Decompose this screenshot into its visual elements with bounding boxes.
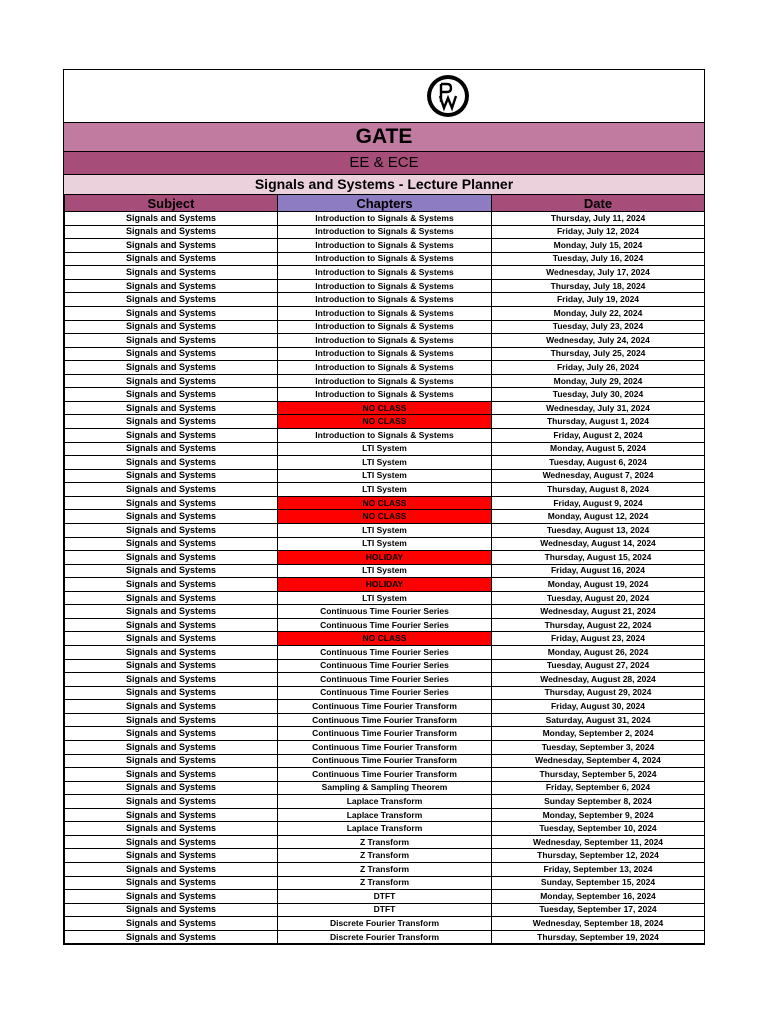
- table-row: [65, 578, 705, 592]
- subject-cell: Signals and Systems: [65, 605, 278, 619]
- chapter-cell: Z Transform: [278, 863, 492, 877]
- subject-cell: Signals and Systems: [65, 374, 278, 388]
- date-cell: Thursday, July 11, 2024: [492, 212, 705, 226]
- table-row: [65, 523, 705, 537]
- schedule-body: [65, 212, 705, 944]
- date-cell: Thursday, September 5, 2024: [492, 768, 705, 782]
- subject-cell: Signals and Systems: [65, 890, 278, 904]
- planner-title: Signals and Systems - Lecture Planner: [64, 174, 704, 194]
- table-row: [65, 537, 705, 551]
- chapter-cell: Discrete Fourier Transform: [278, 917, 492, 931]
- date-cell: Tuesday, August 27, 2024: [492, 659, 705, 673]
- subject-cell: Signals and Systems: [65, 578, 278, 592]
- date-cell: Wednesday, September 4, 2024: [492, 754, 705, 768]
- chapter-cell: Introduction to Signals & Systems: [278, 429, 492, 443]
- date-cell: Tuesday, July 23, 2024: [492, 320, 705, 334]
- chapter-cell: Introduction to Signals & Systems: [278, 252, 492, 266]
- chapter-cell: Continuous Time Fourier Transform: [278, 713, 492, 727]
- date-cell: Monday, July 29, 2024: [492, 374, 705, 388]
- date-cell: Tuesday, July 30, 2024: [492, 388, 705, 402]
- date-cell: Wednesday, August 14, 2024: [492, 537, 705, 551]
- date-cell: Thursday, August 8, 2024: [492, 483, 705, 497]
- schedule-table: [64, 194, 705, 944]
- date-cell: Friday, September 13, 2024: [492, 863, 705, 877]
- date-cell: Friday, September 6, 2024: [492, 781, 705, 795]
- chapter-cell: Continuous Time Fourier Series: [278, 673, 492, 687]
- date-cell: Friday, July 26, 2024: [492, 361, 705, 375]
- subject-cell: Signals and Systems: [65, 456, 278, 470]
- subject-cell: Signals and Systems: [65, 347, 278, 361]
- page-title: GATE: [64, 122, 704, 151]
- chapter-cell: LTI System: [278, 456, 492, 470]
- subject-cell: Signals and Systems: [65, 225, 278, 239]
- date-cell: Wednesday, July 17, 2024: [492, 266, 705, 280]
- subject-cell: Signals and Systems: [65, 591, 278, 605]
- subject-cell: Signals and Systems: [65, 917, 278, 931]
- chapter-cell: Introduction to Signals & Systems: [278, 347, 492, 361]
- chapter-cell: Continuous Time Fourier Transform: [278, 768, 492, 782]
- table-row: [65, 347, 705, 361]
- date-cell: Thursday, July 18, 2024: [492, 279, 705, 293]
- table-row: [65, 740, 705, 754]
- chapter-cell: Introduction to Signals & Systems: [278, 388, 492, 402]
- date-cell: Friday, August 2, 2024: [492, 429, 705, 443]
- subject-cell: Signals and Systems: [65, 429, 278, 443]
- subject-cell: Signals and Systems: [65, 795, 278, 809]
- subject-cell: Signals and Systems: [65, 401, 278, 415]
- chapter-cell: Z Transform: [278, 849, 492, 863]
- chapter-cell: Z Transform: [278, 835, 492, 849]
- date-cell: Monday, August 19, 2024: [492, 578, 705, 592]
- table-row: [65, 605, 705, 619]
- date-cell: Friday, August 23, 2024: [492, 632, 705, 646]
- chapter-cell: Introduction to Signals & Systems: [278, 306, 492, 320]
- table-row: [65, 401, 705, 415]
- table-row: [65, 225, 705, 239]
- subject-cell: Signals and Systems: [65, 659, 278, 673]
- date-cell: Wednesday, August 7, 2024: [492, 469, 705, 483]
- subject-cell: Signals and Systems: [65, 713, 278, 727]
- subject-cell: Signals and Systems: [65, 618, 278, 632]
- subject-cell: Signals and Systems: [65, 822, 278, 836]
- subject-cell: Signals and Systems: [65, 483, 278, 497]
- column-header-chapters: Chapters: [278, 195, 492, 212]
- table-row: [65, 863, 705, 877]
- chapter-cell: Introduction to Signals & Systems: [278, 361, 492, 375]
- table-row: [65, 239, 705, 253]
- date-cell: Thursday, August 29, 2024: [492, 686, 705, 700]
- subject-cell: Signals and Systems: [65, 863, 278, 877]
- subject-cell: Signals and Systems: [65, 754, 278, 768]
- date-cell: Sunday September 8, 2024: [492, 795, 705, 809]
- chapter-cell: Continuous Time Fourier Transform: [278, 754, 492, 768]
- chapter-cell: Introduction to Signals & Systems: [278, 239, 492, 253]
- chapter-cell: Introduction to Signals & Systems: [278, 225, 492, 239]
- status-cell: NO CLASS: [278, 510, 492, 524]
- chapter-cell: LTI System: [278, 523, 492, 537]
- chapter-cell: Continuous Time Fourier Series: [278, 618, 492, 632]
- table-row: [65, 876, 705, 890]
- date-cell: Wednesday, September 18, 2024: [492, 917, 705, 931]
- subject-cell: Signals and Systems: [65, 239, 278, 253]
- chapter-cell: Sampling & Sampling Theorem: [278, 781, 492, 795]
- table-row: [65, 252, 705, 266]
- table-row: [65, 334, 705, 348]
- pw-logo-icon: [426, 74, 470, 118]
- table-row: [65, 483, 705, 497]
- chapter-cell: Introduction to Signals & Systems: [278, 279, 492, 293]
- table-row: [65, 835, 705, 849]
- table-row: [65, 781, 705, 795]
- subject-cell: Signals and Systems: [65, 903, 278, 917]
- lecture-planner-sheet: [63, 69, 705, 945]
- table-row: [65, 266, 705, 280]
- date-cell: Monday, September 2, 2024: [492, 727, 705, 741]
- chapter-cell: Discrete Fourier Transform: [278, 930, 492, 944]
- table-row: [65, 795, 705, 809]
- chapter-cell: Laplace Transform: [278, 822, 492, 836]
- subject-cell: Signals and Systems: [65, 686, 278, 700]
- column-header-subject: Subject: [65, 195, 278, 212]
- date-cell: Wednesday, August 21, 2024: [492, 605, 705, 619]
- table-row: [65, 361, 705, 375]
- date-cell: Thursday, August 1, 2024: [492, 415, 705, 429]
- table-row: [65, 849, 705, 863]
- date-cell: Friday, August 16, 2024: [492, 564, 705, 578]
- subject-cell: Signals and Systems: [65, 564, 278, 578]
- date-cell: Tuesday, July 16, 2024: [492, 252, 705, 266]
- subject-cell: Signals and Systems: [65, 266, 278, 280]
- chapter-cell: Continuous Time Fourier Series: [278, 646, 492, 660]
- date-cell: Monday, September 9, 2024: [492, 808, 705, 822]
- chapter-cell: LTI System: [278, 564, 492, 578]
- subject-cell: Signals and Systems: [65, 700, 278, 714]
- table-row: [65, 673, 705, 687]
- subject-cell: Signals and Systems: [65, 361, 278, 375]
- table-row: [65, 442, 705, 456]
- table-row: [65, 469, 705, 483]
- subject-cell: Signals and Systems: [65, 727, 278, 741]
- subject-cell: Signals and Systems: [65, 306, 278, 320]
- subject-cell: Signals and Systems: [65, 252, 278, 266]
- table-row: [65, 415, 705, 429]
- chapter-cell: Introduction to Signals & Systems: [278, 293, 492, 307]
- subject-cell: Signals and Systems: [65, 646, 278, 660]
- chapter-cell: LTI System: [278, 483, 492, 497]
- date-cell: Friday, August 30, 2024: [492, 700, 705, 714]
- date-cell: Thursday, August 15, 2024: [492, 551, 705, 565]
- subject-cell: Signals and Systems: [65, 740, 278, 754]
- date-cell: Wednesday, September 11, 2024: [492, 835, 705, 849]
- table-row: [65, 212, 705, 226]
- chapter-cell: Continuous Time Fourier Transform: [278, 727, 492, 741]
- subject-cell: Signals and Systems: [65, 781, 278, 795]
- date-cell: Monday, September 16, 2024: [492, 890, 705, 904]
- subject-cell: Signals and Systems: [65, 320, 278, 334]
- date-cell: Sunday, September 15, 2024: [492, 876, 705, 890]
- date-cell: Tuesday, August 6, 2024: [492, 456, 705, 470]
- table-row: [65, 293, 705, 307]
- date-cell: Monday, August 26, 2024: [492, 646, 705, 660]
- subject-cell: Signals and Systems: [65, 673, 278, 687]
- table-row: [65, 727, 705, 741]
- date-cell: Monday, August 5, 2024: [492, 442, 705, 456]
- date-cell: Wednesday, July 31, 2024: [492, 401, 705, 415]
- subject-cell: Signals and Systems: [65, 537, 278, 551]
- table-row: [65, 754, 705, 768]
- table-row: [65, 279, 705, 293]
- table-row: [65, 618, 705, 632]
- chapter-cell: Continuous Time Fourier Transform: [278, 700, 492, 714]
- chapter-cell: DTFT: [278, 903, 492, 917]
- chapter-cell: Introduction to Signals & Systems: [278, 334, 492, 348]
- table-header-row: [65, 195, 705, 212]
- date-cell: Thursday, July 25, 2024: [492, 347, 705, 361]
- table-row: [65, 591, 705, 605]
- table-row: [65, 320, 705, 334]
- date-cell: Friday, July 12, 2024: [492, 225, 705, 239]
- chapter-cell: LTI System: [278, 469, 492, 483]
- subject-cell: Signals and Systems: [65, 523, 278, 537]
- subject-cell: Signals and Systems: [65, 930, 278, 944]
- table-row: [65, 632, 705, 646]
- subject-cell: Signals and Systems: [65, 849, 278, 863]
- column-header-date: Date: [492, 195, 705, 212]
- status-cell: HOLIDAY: [278, 551, 492, 565]
- date-cell: Thursday, August 22, 2024: [492, 618, 705, 632]
- chapter-cell: Continuous Time Fourier Series: [278, 605, 492, 619]
- status-cell: NO CLASS: [278, 401, 492, 415]
- date-cell: Tuesday, September 17, 2024: [492, 903, 705, 917]
- chapter-cell: Introduction to Signals & Systems: [278, 374, 492, 388]
- chapter-cell: LTI System: [278, 442, 492, 456]
- table-row: [65, 551, 705, 565]
- table-row: [65, 564, 705, 578]
- chapter-cell: LTI System: [278, 537, 492, 551]
- chapter-cell: Introduction to Signals & Systems: [278, 212, 492, 226]
- chapter-cell: Continuous Time Fourier Series: [278, 659, 492, 673]
- table-row: [65, 686, 705, 700]
- chapter-cell: Continuous Time Fourier Transform: [278, 740, 492, 754]
- table-row: [65, 659, 705, 673]
- date-cell: Thursday, September 12, 2024: [492, 849, 705, 863]
- date-cell: Friday, July 19, 2024: [492, 293, 705, 307]
- table-row: [65, 374, 705, 388]
- table-row: [65, 388, 705, 402]
- chapter-cell: LTI System: [278, 591, 492, 605]
- date-cell: Tuesday, September 3, 2024: [492, 740, 705, 754]
- subject-cell: Signals and Systems: [65, 510, 278, 524]
- subject-cell: Signals and Systems: [65, 808, 278, 822]
- subject-cell: Signals and Systems: [65, 334, 278, 348]
- date-cell: Thursday, September 19, 2024: [492, 930, 705, 944]
- date-cell: Wednesday, August 28, 2024: [492, 673, 705, 687]
- date-cell: Monday, July 22, 2024: [492, 306, 705, 320]
- table-row: [65, 429, 705, 443]
- date-cell: Saturday, August 31, 2024: [492, 713, 705, 727]
- table-row: [65, 917, 705, 931]
- page-subtitle: EE & ECE: [64, 151, 704, 174]
- subject-cell: Signals and Systems: [65, 551, 278, 565]
- subject-cell: Signals and Systems: [65, 835, 278, 849]
- date-cell: Monday, August 12, 2024: [492, 510, 705, 524]
- table-row: [65, 822, 705, 836]
- chapter-cell: Continuous Time Fourier Series: [278, 686, 492, 700]
- table-row: [65, 890, 705, 904]
- chapter-cell: DTFT: [278, 890, 492, 904]
- subject-cell: Signals and Systems: [65, 388, 278, 402]
- subject-cell: Signals and Systems: [65, 496, 278, 510]
- date-cell: Wednesday, July 24, 2024: [492, 334, 705, 348]
- subject-cell: Signals and Systems: [65, 279, 278, 293]
- table-row: [65, 713, 705, 727]
- table-row: [65, 700, 705, 714]
- date-cell: Tuesday, August 13, 2024: [492, 523, 705, 537]
- status-cell: NO CLASS: [278, 415, 492, 429]
- subject-cell: Signals and Systems: [65, 469, 278, 483]
- subject-cell: Signals and Systems: [65, 876, 278, 890]
- table-row: [65, 646, 705, 660]
- table-row: [65, 306, 705, 320]
- table-row: [65, 496, 705, 510]
- table-row: [65, 768, 705, 782]
- status-cell: HOLIDAY: [278, 578, 492, 592]
- date-cell: Tuesday, September 10, 2024: [492, 822, 705, 836]
- chapter-cell: Laplace Transform: [278, 808, 492, 822]
- logo-band: [64, 70, 704, 122]
- table-row: [65, 930, 705, 944]
- date-cell: Tuesday, August 20, 2024: [492, 591, 705, 605]
- subject-cell: Signals and Systems: [65, 442, 278, 456]
- subject-cell: Signals and Systems: [65, 293, 278, 307]
- table-row: [65, 808, 705, 822]
- subject-cell: Signals and Systems: [65, 632, 278, 646]
- table-row: [65, 456, 705, 470]
- date-cell: Friday, August 9, 2024: [492, 496, 705, 510]
- chapter-cell: Z Transform: [278, 876, 492, 890]
- table-row: [65, 510, 705, 524]
- subject-cell: Signals and Systems: [65, 768, 278, 782]
- subject-cell: Signals and Systems: [65, 212, 278, 226]
- status-cell: NO CLASS: [278, 496, 492, 510]
- chapter-cell: Introduction to Signals & Systems: [278, 320, 492, 334]
- subject-cell: Signals and Systems: [65, 415, 278, 429]
- status-cell: NO CLASS: [278, 632, 492, 646]
- chapter-cell: Laplace Transform: [278, 795, 492, 809]
- table-row: [65, 903, 705, 917]
- date-cell: Monday, July 15, 2024: [492, 239, 705, 253]
- chapter-cell: Introduction to Signals & Systems: [278, 266, 492, 280]
